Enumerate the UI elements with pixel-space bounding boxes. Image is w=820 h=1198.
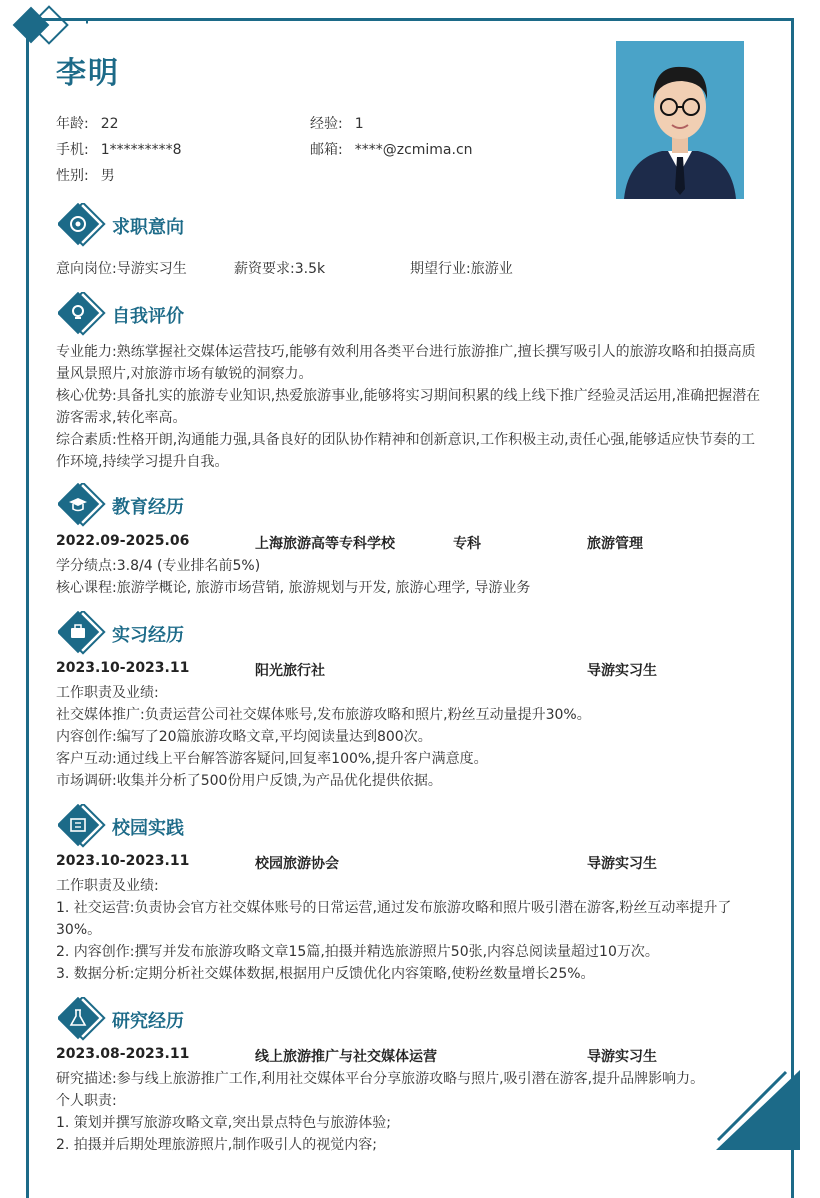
campus-details <box>56 875 768 985</box>
building-icon <box>58 804 108 848</box>
gender-info: 性别: 男 <box>56 168 115 184</box>
target-icon <box>58 203 108 247</box>
list-item: 2. 内容创作:撰写并发布旅游攻略文章15篇,拍摄并精选旅游照片50张,内容总阅读量超过10万次。 <box>56 944 659 960</box>
list-item: 市场调研:收集并分析了500份用户反馈,为产品优化提供依据。 <box>56 773 442 789</box>
section-title: 教育经历 <box>112 497 184 518</box>
section-job-intention <box>58 203 184 247</box>
intern-details <box>56 682 768 792</box>
intern-org: 阳光旅行社 <box>255 663 325 679</box>
avatar-photo <box>616 41 744 199</box>
list-item: 学分绩点:3.8/4 (专业排名前5%) <box>56 558 261 574</box>
section-research <box>58 997 184 1041</box>
campus-org: 校园旅游协会 <box>255 856 339 872</box>
industry-info: 期望行业:旅游业 <box>410 261 513 277</box>
briefcase-icon <box>58 611 108 655</box>
corner-decoration-icon <box>716 1070 800 1150</box>
diamond-decoration-icon <box>8 4 88 48</box>
edu-major: 旅游管理 <box>587 536 643 552</box>
applicant-name: 李明 <box>56 56 120 91</box>
research-project: 线上旅游推广与社交媒体运营 <box>255 1049 437 1065</box>
section-internship <box>58 611 184 655</box>
list-item: 工作职责及业绩: <box>56 878 159 894</box>
list-item: 内容创作:编写了20篇旅游攻略文章,平均阅读量达到800次。 <box>56 729 432 745</box>
campus-period: 2023.10-2023.11 <box>56 853 190 869</box>
edu-school: 上海旅游高等专科学校 <box>255 536 395 552</box>
list-item: 2. 拍摄并后期处理旅游照片,制作吸引人的视觉内容; <box>56 1137 377 1153</box>
age-info: 年龄: 22 <box>56 116 119 132</box>
intern-role: 导游实习生 <box>587 663 657 679</box>
section-title: 校园实践 <box>112 818 184 839</box>
section-title: 实习经历 <box>112 625 184 646</box>
research-period: 2023.08-2023.11 <box>56 1046 190 1062</box>
paragraph: 专业能力:熟练掌握社交媒体运营技巧,能够有效利用各类平台进行旅游推广,擅长撰写吸引人的旅游攻略和拍摄高质量风景照片,对旅游市场有敏锐的洞察力。 <box>56 344 756 382</box>
paragraph: 核心优势:具备扎实的旅游专业知识,热爱旅游事业,能够将实习期间积累的线上线下推广经验灵活运用,准确把握潜在游客需求,转化率高。 <box>56 388 761 426</box>
email-info: 邮箱: ****@zcmima.cn <box>310 142 473 158</box>
salary-info: 薪资要求:3.5k <box>234 261 326 277</box>
list-item: 3. 数据分析:定期分析社交媒体数据,根据用户反馈优化内容策略,使粉丝数量增长25%。 <box>56 966 595 982</box>
edu-details <box>56 555 768 599</box>
list-item: 核心课程:旅游学概论, 旅游市场营销, 旅游规划与开发, 旅游心理学, 导游业务 <box>56 580 531 596</box>
campus-role: 导游实习生 <box>587 856 657 872</box>
intern-period: 2023.10-2023.11 <box>56 660 190 676</box>
section-campus <box>58 804 184 848</box>
section-title: 求职意向 <box>112 217 184 238</box>
list-item: 1. 社交运营:负责协会官方社交媒体账号的日常运营,通过发布旅游攻略和照片吸引潜在游客,粉丝互动率提升了30%。 <box>56 900 732 938</box>
section-title: 研究经历 <box>112 1011 184 1032</box>
phone-info: 手机: 1*********8 <box>56 142 182 158</box>
list-item: 社交媒体推广:负责运营公司社交媒体账号,发布旅游攻略和照片,粉丝互动量提升30%。 <box>56 707 591 723</box>
list-item: 个人职责: <box>56 1093 117 1109</box>
section-self-evaluation <box>58 292 184 336</box>
paragraph: 综合素质:性格开朗,沟通能力强,具备良好的团队协作精神和创新意识,工作积极主动,责任心强,能够适应快节奏的工作环境,持续学习提升自我。 <box>56 432 755 470</box>
edu-period: 2022.09-2025.06 <box>56 533 190 549</box>
section-education <box>58 483 184 527</box>
graduation-cap-icon <box>58 483 108 527</box>
section-title: 自我评价 <box>112 306 184 327</box>
research-role: 导游实习生 <box>587 1049 657 1065</box>
position-info: 意向岗位:导游实习生 <box>56 261 187 277</box>
list-item: 研究描述:参与线上旅游推广工作,利用社交媒体平台分享旅游攻略与照片,吸引潜在游客,提升品牌影响力。 <box>56 1071 705 1087</box>
list-item: 工作职责及业绩: <box>56 685 159 701</box>
self-evaluation-text <box>56 341 768 473</box>
flask-icon <box>58 997 108 1041</box>
list-item: 1. 策划并撰写旅游攻略文章,突出景点特色与旅游体验; <box>56 1115 391 1131</box>
edu-degree: 专科 <box>453 536 481 552</box>
list-item: 客户互动:通过线上平台解答游客疑问,回复率100%,提升客户满意度。 <box>56 751 488 767</box>
lightbulb-icon <box>58 292 108 336</box>
experience-info: 经验: 1 <box>310 116 364 132</box>
research-details <box>56 1068 768 1156</box>
